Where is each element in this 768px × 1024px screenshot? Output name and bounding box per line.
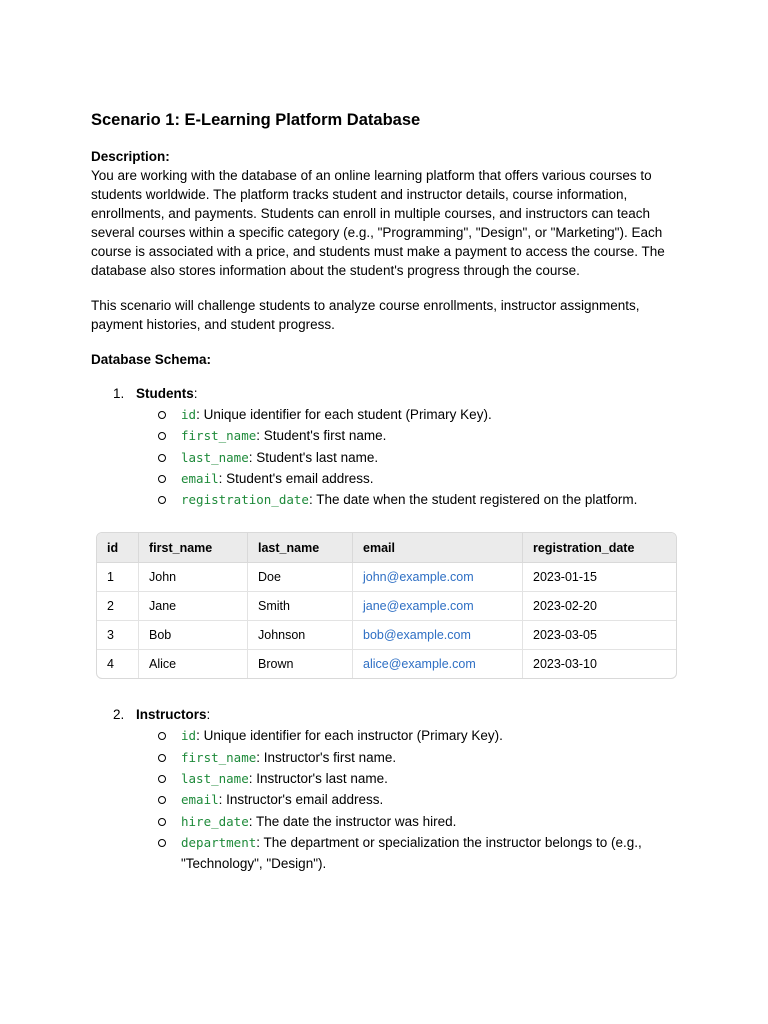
description-label: Description: — [91, 149, 170, 164]
students-table — [96, 532, 677, 679]
field-description: : The date the instructor was hired. — [248, 813, 457, 829]
cell-registration-date: 2023-03-10 — [533, 657, 597, 672]
list-item — [91, 747, 681, 768]
field-description: : Instructor's email address. — [218, 792, 384, 808]
column-header-last-name: last_name — [248, 533, 353, 563]
cell-last-name: Smith — [248, 592, 353, 621]
table-row — [97, 563, 676, 592]
cell-first-name: Alice — [139, 650, 248, 679]
cell-first-name: Bob — [139, 621, 248, 650]
cell-email-link[interactable]: jane@example.com — [353, 592, 523, 621]
column-header-email: email — [353, 533, 523, 563]
field-code: last_name — [181, 771, 249, 787]
section-heading: 2. Instructors: — [91, 704, 681, 725]
field-description: : The department or specialization the instructor belongs to (e.g., "Technology", "Design"). — [181, 834, 642, 872]
table-header-row — [97, 533, 676, 563]
list-item — [91, 768, 681, 789]
section-name: Instructors — [136, 707, 207, 723]
field-description: : Instructor's last name. — [248, 771, 388, 787]
cell-email-link[interactable]: john@example.com — [353, 563, 523, 592]
field-code: email — [181, 792, 219, 808]
circle-bullet-icon — [158, 839, 166, 847]
cell-last-name: Brown — [248, 650, 353, 679]
list-item — [91, 447, 681, 468]
section-number: 1. — [113, 386, 125, 401]
cell-first-name: Jane — [139, 592, 248, 621]
cell-registration-date: 2023-03-05 — [523, 621, 677, 650]
field-list — [91, 404, 681, 510]
field-code: id — [181, 728, 197, 744]
challenge-text: This scenario will challenge students to analyze course enrollments, instructor assignments, payment histories, and student progress. — [91, 298, 640, 332]
column-header-registration-date: registration_date — [523, 533, 677, 563]
field-description: : Student's last name. — [248, 449, 379, 465]
list-item — [91, 832, 681, 875]
field-code: first_name — [181, 749, 257, 765]
description-text: You are working with the database of an online learning platform that offers various courses to students worldwide. The platform tracks student and instructor details, course information, enrollments, and payments. Students can enroll in multiple courses, and instructors can teach several courses within a specific category (e.g., "Programming", "Design", or "Marketing"). Each course is associated with a price, and students must make a payment to access the course. The database also stores information about the student's progress through the course. — [91, 168, 665, 278]
list-item — [91, 811, 681, 832]
column-header-id: id — [97, 533, 139, 563]
section-name: Students — [136, 386, 194, 401]
field-description: : Unique identifier for each instructor (Primary Key). — [196, 728, 503, 744]
cell-first-name: John — [139, 563, 248, 592]
field-code: first_name — [181, 428, 257, 444]
cell-email-link[interactable]: alice@example.com — [353, 650, 523, 679]
circle-bullet-icon — [158, 454, 166, 462]
field-code: department — [181, 834, 257, 850]
field-description: : Instructor's first name. — [256, 749, 397, 765]
cell-last-name: Doe — [248, 563, 353, 592]
list-item — [91, 468, 681, 489]
circle-bullet-icon — [158, 796, 166, 804]
field-code: id — [181, 407, 197, 422]
list-item — [91, 425, 681, 446]
cell-registration-date: 2023-02-20 — [523, 592, 677, 621]
circle-bullet-icon — [158, 475, 166, 483]
cell-email-link[interactable]: bob@example.com — [353, 621, 523, 650]
field-description: : The date when the student registered on the platform. — [308, 492, 638, 508]
field-code: hire_date — [181, 813, 249, 829]
list-item — [91, 789, 681, 810]
circle-bullet-icon — [158, 818, 166, 826]
cell-id: 1 — [97, 563, 139, 592]
section-number: 2. — [113, 707, 125, 723]
circle-bullet-icon — [158, 754, 166, 762]
table-row — [97, 650, 676, 679]
field-description: : Student's email address. — [218, 470, 374, 486]
circle-bullet-icon — [158, 496, 166, 504]
table-row — [97, 592, 676, 621]
field-code: email — [181, 470, 219, 486]
cell-id: 3 — [97, 621, 139, 650]
field-description: : Unique identifier for each student (Primary Key). — [196, 407, 492, 422]
circle-bullet-icon — [158, 411, 166, 419]
table-row — [97, 621, 676, 650]
list-item — [91, 725, 681, 746]
cell-registration-date: 2023-01-15 — [523, 563, 677, 592]
schema-section-students — [91, 383, 681, 510]
schema-label: Database Schema: — [91, 352, 212, 367]
circle-bullet-icon — [158, 775, 166, 783]
list-item — [91, 404, 681, 425]
field-code: last_name — [181, 449, 249, 465]
field-list — [91, 725, 681, 874]
page-title: Scenario 1: E-Learning Platform Database — [91, 111, 421, 129]
field-code: registration_date — [181, 492, 309, 508]
document-page — [91, 108, 681, 875]
section-heading: 1. Students: — [91, 383, 681, 404]
cell-last-name: Johnson — [248, 621, 353, 650]
circle-bullet-icon — [158, 432, 166, 440]
column-header-first-name: first_name — [139, 533, 248, 563]
list-item — [91, 489, 681, 510]
field-description: : Student's first name. — [256, 428, 387, 444]
schema-section-instructors — [91, 704, 681, 874]
cell-id: 2 — [97, 592, 139, 621]
cell-id: 4 — [97, 650, 139, 679]
circle-bullet-icon — [158, 732, 166, 740]
